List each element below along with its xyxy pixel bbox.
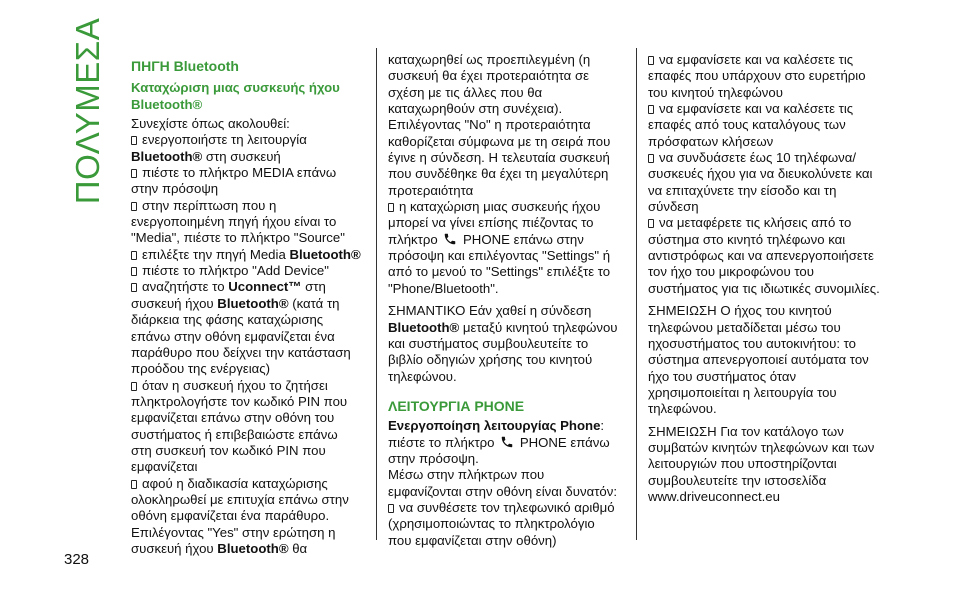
bullet-icon bbox=[388, 203, 394, 212]
important-note: ΣΗΜΑΝΤΙΚΟ Εάν χαθεί η σύνδεση Bluetooth® μεταξύ κινητού τηλεφώνου και συστήματος συμβουλευτείτε το βιβλίο οδηγιών χρήσης του κινητού τηλεφώνου. bbox=[388, 303, 618, 384]
bullet-icon bbox=[131, 136, 137, 145]
feature-3: να εμφανίσετε και να καλέσετε τις επαφές από τους καταλόγους των πρόσφατων κλήσεων bbox=[648, 101, 854, 149]
bullet-icon bbox=[131, 251, 137, 260]
paragraph-continued: καταχωρηθεί ως προεπιλεγμένη (η συσκευή θα έχει προτεραιότητα σε σχέση με τις άλλες που θα καταχωρηθούν στη συνέχεια). Επιλέγοντας "No" η προτεραιότητα καθορίζεται σύμφωνα με τη σειρά που έγινε η σύνδεση. Η τελευταία συσκευή που συνδέθηκε θα έχει τη μεγαλύτερη προτεραιότητα bbox=[388, 52, 611, 198]
column-3 bbox=[648, 52, 880, 505]
note-1: ΣΗΜΕΙΩΣΗ Ο ήχος του κινητού τηλεφώνου μεταδίδεται μέσω του ηχοσυστήματος του αυτοκινήτου: το σύστημα απενεργοποιεί αυτόματα τον ήχο του συστήματος όταν χρησιμοποιείται η λειτουργία του τηλεφώνου. bbox=[648, 303, 869, 417]
column-divider-1 bbox=[376, 48, 377, 540]
intro-text: Συνεχίστε όπως ακολουθεί: bbox=[131, 116, 290, 132]
step-7: όταν η συσκευή ήχου το ζητήσει πληκτρολογήστε τον κωδικό PIN που εμφανίζεται επάνω στην οθόνη του συστήματος ή επιβεβαιώστε επάνω στη συσκευή τον κωδικό PIN που εμφανίζεται bbox=[131, 377, 348, 475]
step-2: πιέστε το πλήκτρο MEDIA επάνω στην πρόσοψη bbox=[131, 165, 337, 197]
section-tab-label: ΠΟΛΥΜΕΣΑ bbox=[69, 17, 107, 205]
step-1: ενεργοποιήστε τη λειτουργία Bluetooth® στη συσκευή bbox=[131, 132, 307, 164]
phone-activation: Ενεργοποίηση λειτουργίας Phone: πιέστε το πλήκτρο PHONE επάνω στην πρόσοψη. bbox=[388, 418, 610, 466]
step-4: επιλέξτε την πηγή Media Bluetooth® bbox=[131, 247, 361, 263]
subsection-title: Καταχώριση μιας συσκευής ήχου Bluetooth® bbox=[131, 80, 340, 112]
step-8: αφού η διαδικασία καταχώρισης ολοκληρωθεί με επιτυχία επάνω στην οθόνη εμφανίζεται ένα παράθυρο. Επιλέγοντας "Yes" στην ερώτηση η συσκευή ήχου Bluetooth® θα bbox=[131, 475, 349, 556]
section-title: ΠΗΓΗ Bluetooth bbox=[131, 58, 239, 74]
phone-section-title: ΛΕΙΤΟΥΡΓΙΑ PHONE bbox=[388, 397, 525, 414]
step-9: η καταχώριση μιας συσκευής ήχου μπορεί να γίνει επίσης πιέζοντας το πλήκτρο PHONE επάνω στην πρόσοψη και επιλέγοντας "Settings" ή από το μενού το "Settings" επιλέξτε το "Phone/Bluetooth". bbox=[388, 199, 611, 296]
step-6: αναζητήστε το Uconnect™ στη συσκευή ήχου Bluetooth® (κατά τη διάρκεια της φάσης καταχώρισης επάνω στην οθόνη εμφανίζεται ένα παράθυρο που δείχνει την κατάσταση προόδου της ενέργειας) bbox=[131, 279, 351, 377]
section-tab bbox=[64, 17, 112, 205]
bullet-icon bbox=[648, 105, 654, 114]
column-1 bbox=[131, 52, 361, 557]
bullet-icon bbox=[131, 283, 137, 292]
bullet-icon bbox=[131, 480, 137, 489]
phone-icon bbox=[443, 232, 457, 246]
step-3: στην περίπτωση που η ενεργοποιημένη πηγή ήχου είναι το "Media", πιέστε το πλήκτρο "Source" bbox=[131, 197, 345, 246]
note-2: ΣΗΜΕΙΩΣΗ Για τον κατάλογο των συμβατών κινητών τηλεφώνων και των λειτουργιών που υποστηρίζονται συμβουλευτείτε την ιστοσελίδα www.driveuconnect.eu bbox=[648, 423, 875, 504]
feature-5: να μεταφέρετε τις κλήσεις από το σύστημα στο κινητό τηλέφωνο και αντιστρόφως και να απενεργοποιήσετε τον ήχο του μικροφώνου του συστήματος για τις ιδιωτικές συνομιλίες. bbox=[648, 215, 880, 296]
bullet-icon bbox=[131, 267, 137, 276]
bullet-icon bbox=[388, 504, 394, 513]
column-divider-2 bbox=[636, 48, 637, 540]
feature-2: να εμφανίσετε και να καλέσετε τις επαφές που υπάρχουν στο ευρετήριο του κινητού τηλεφώνου bbox=[648, 52, 866, 100]
feature-4: να συνδυάσετε έως 10 τηλέφωνα/συσκευές ήχου για να διευκολύνετε και να επιταχύνετε την είσοδο και τη σύνδεση bbox=[648, 150, 873, 215]
bullet-icon bbox=[648, 154, 654, 163]
bullet-icon bbox=[131, 169, 137, 178]
feature-1: να συνθέσετε τον τηλεφωνικό αριθμό (χρησιμοποιώντας το πληκτρολόγιο που εμφανίζεται στην οθόνη) bbox=[388, 499, 615, 548]
bullet-icon bbox=[648, 219, 654, 228]
bullet-icon bbox=[131, 202, 137, 211]
phone-icon bbox=[500, 435, 514, 449]
step-5: πιέστε το πλήκτρο "Add Device" bbox=[131, 263, 361, 279]
bullet-icon bbox=[131, 382, 137, 391]
bullet-icon bbox=[648, 56, 654, 65]
column-2 bbox=[388, 52, 620, 549]
page-number: 328 bbox=[64, 551, 90, 568]
phone-features-intro: Μέσω στην πλήκτρων που εμφανίζονται στην οθόνη είναι δυνατόν: bbox=[388, 467, 618, 499]
